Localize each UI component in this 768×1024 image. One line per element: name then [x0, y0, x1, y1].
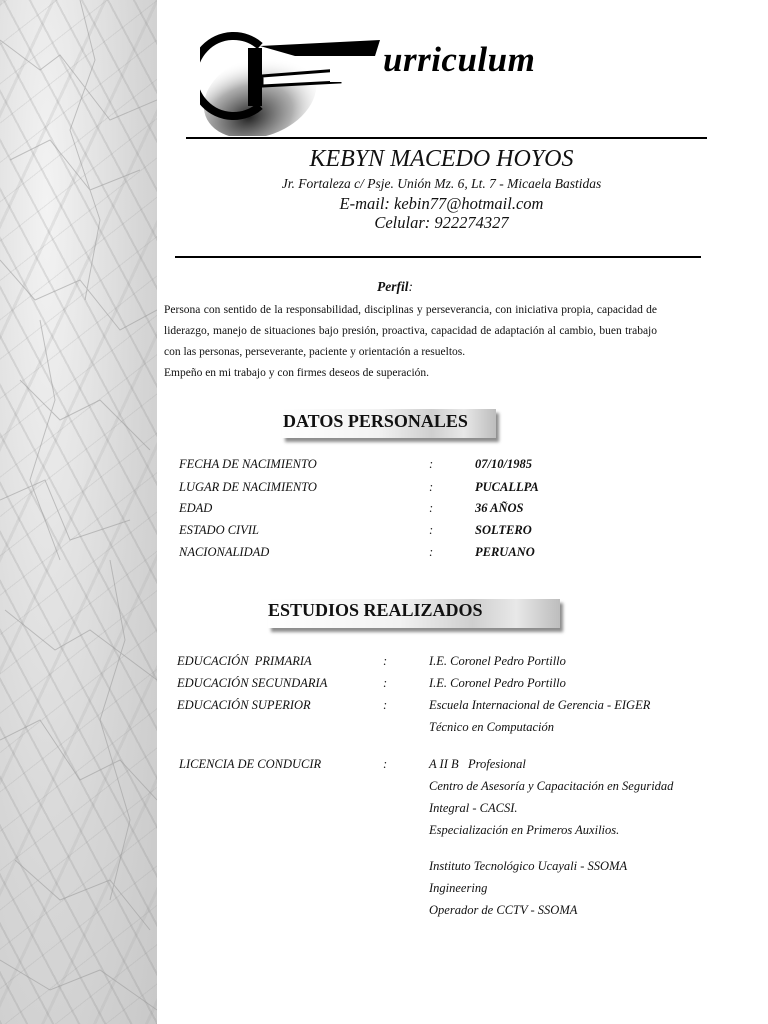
estudios-sep: : [383, 654, 388, 668]
estudios-value: Ingineering [429, 881, 488, 895]
page-title: urriculum [383, 40, 536, 79]
email: E-mail: kebin77@hotmail.com [339, 194, 544, 213]
phone: Celular: 922274327 [374, 213, 509, 232]
estudios-label: EDUCACIÓN PRIMARIA [177, 654, 312, 668]
perfil-text [164, 300, 657, 384]
perfil-label: Perfil [377, 279, 409, 294]
estudios-value: Técnico en Computación [429, 720, 554, 734]
estudios-sep: : [383, 676, 388, 690]
estudios-label: LICENCIA DE CONDUCIR [179, 757, 322, 771]
datos-sep: : [429, 457, 434, 471]
datos-sep: : [429, 480, 434, 494]
estudios-label: EDUCACIÓN SECUNDARIA [177, 676, 328, 690]
datos-sep: : [429, 501, 434, 515]
estudios-value: I.E. Coronel Pedro Portillo [429, 676, 566, 690]
address: Jr. Fortaleza c/ Psje. Unión Mz. 6, Lt. 7 - Micaela Bastidas [281, 176, 602, 191]
estudios-title: ESTUDIOS REALIZADOS [268, 600, 483, 620]
datos-value: PUCALLPA [475, 480, 539, 494]
top-divider [186, 137, 707, 139]
datos-label: EDAD [179, 501, 213, 515]
estudios-sep: : [383, 698, 388, 712]
estudios-value: Operador de CCTV - SSOMA [429, 903, 578, 917]
perfil-paragraph: Empeño en mi trabajo y con firmes deseos de superación. [164, 367, 430, 379]
datos-label: NACIONALIDAD [179, 545, 270, 559]
datos-label: LUGAR DE NACIMIENTO [179, 480, 317, 494]
estudios-value: I.E. Coronel Pedro Portillo [429, 654, 566, 668]
datos-value: 36 AÑOS [475, 501, 524, 515]
perfil-heading [377, 279, 413, 295]
datos-label: FECHA DE NACIMIENTO [179, 457, 317, 471]
candidate-name: KEBYN MACEDO HOYOS [309, 146, 574, 172]
datos-value: 07/10/1985 [475, 457, 532, 471]
estudios-value: Especialización en Primeros Auxilios. [429, 823, 620, 837]
estudios-sep: : [383, 757, 388, 771]
datos-value: PERUANO [475, 545, 535, 559]
estudios-value: Centro de Asesoría y Capacitación en Seguridad [429, 779, 674, 793]
estudios-value: Instituto Tecnológico Ucayali - SSOMA [429, 859, 628, 873]
datos-sep: : [429, 523, 434, 537]
perfil-label-suffix: : [408, 279, 413, 294]
estudios-label: EDUCACIÓN SUPERIOR [177, 698, 311, 712]
estudios-value: A II B Profesional [429, 757, 526, 771]
bottom-divider [175, 256, 701, 258]
datos-personales-title: DATOS PERSONALES [283, 411, 468, 431]
datos-value: SOLTERO [475, 523, 532, 537]
datos-sep: : [429, 545, 434, 559]
datos-label: ESTADO CIVIL [179, 523, 259, 537]
marble-border [0, 0, 157, 1024]
estudios-value: Integral - CACSI. [429, 801, 518, 815]
estudios-value: Escuela Internacional de Gerencia - EIGER [429, 698, 651, 712]
perfil-paragraph: Persona con sentido de la responsabilidad, disciplinas y perseverancia, con iniciativa propia, capacidad de liderazgo, manejo de situaciones bajo presión, proactiva, capacidad de adaptación al cambio, buen trabajo con las personas, perseverante, paciente y orientación a resueltos. [164, 304, 657, 358]
marble-veins [0, 0, 157, 1024]
